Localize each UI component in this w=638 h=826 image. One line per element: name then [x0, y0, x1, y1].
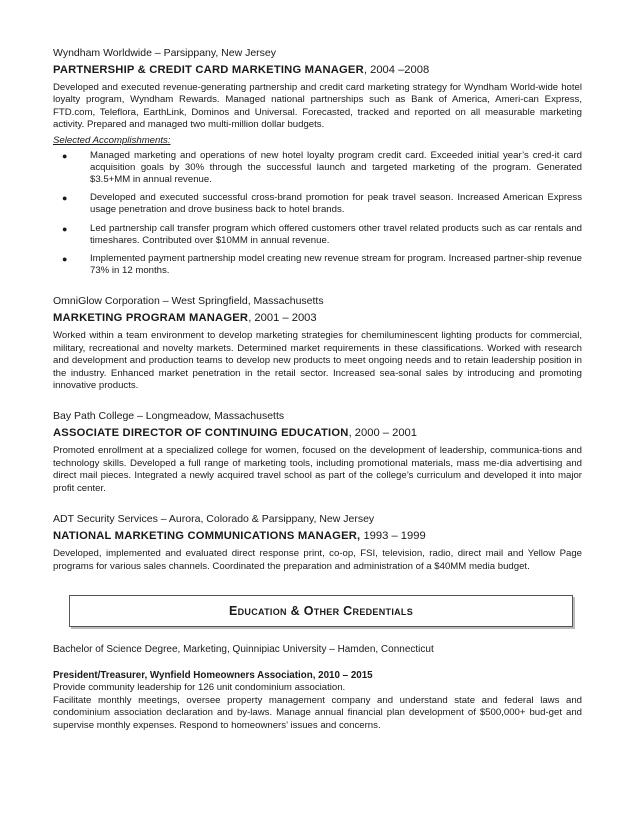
section-title: Education & Other Credentials	[228, 603, 414, 618]
job-title: NATIONAL MARKETING COMMUNICATIONS MANAGER,	[53, 530, 361, 543]
job-adt	[53, 512, 582, 573]
employer-line: ADT Security Services – Aurora, Colorado & Parsippany, New Jersey	[53, 513, 375, 526]
bullet-icon: ●	[62, 254, 68, 265]
employer-line: OmniGlow Corporation – West Springfield, Massachusetts	[53, 295, 324, 308]
employer-line: Bay Path College – Longmeadow, Massachusetts	[53, 410, 285, 423]
job-title-line	[53, 426, 582, 440]
accomplishments-list	[53, 150, 582, 278]
job-summary: Promoted enrollment at a specialized college for women, focused on the development of leadership, communica-tions and technology skills. Developed a full range of marketing tools, including promotional materials, mass me-dia advertising and direct mail pieces. Integrated a newly acquired travel school as part of the college’s curriculum and developed it into major profit center.	[53, 445, 582, 494]
job-dates: , 2001 – 2003	[248, 312, 317, 325]
list-item	[53, 223, 582, 247]
association-heading: President/Treasurer, Wynfield Homeowners Association, 2010 – 2015	[53, 669, 373, 681]
job-dates: , 2004 –2008	[363, 64, 430, 76]
job-title-line	[53, 63, 582, 77]
job-bay-path	[53, 409, 582, 495]
bullet-icon: ●	[62, 150, 68, 161]
job-title-line	[53, 311, 582, 325]
employer-line: Wyndham Worldwide – Parsippany, New Jersey	[53, 47, 277, 59]
job-title-line	[53, 529, 582, 543]
job-title: MARKETING PROGRAM MANAGER	[53, 312, 249, 325]
accomplishment-text: Developed and executed successful cross-brand promotion for peak travel season. Increased American Express usage penetration and drove business back to hotel brands.	[90, 192, 582, 216]
accomplishment-text: Implemented payment partnership model creating new revenue stream for program. Increased partner-ship revenue 73% in 12 months.	[90, 253, 582, 277]
list-item	[53, 150, 582, 187]
list-item	[53, 253, 582, 277]
degree-line: Bachelor of Science Degree, Marketing, Quinnipiac University – Hamden, Connecticut	[53, 643, 434, 655]
accomplishment-text: Managed marketing and operations of new hotel loyalty program credit card. Exceeded initial year’s cred-it card acquisition goals by 30% through the successful launch and targeted marketing of the program. Generated $3.5+MM in annual revenue.	[90, 149, 582, 186]
association-line: Provide community leadership for 126 unit condominium association.	[53, 682, 346, 694]
association-body: Facilitate monthly meetings, oversee property management company and understand state and federal laws and condominium association declaration and by-laws. Manage annual financial plan development of $500,000+ bud-get and supervise monthly expenses. Respond to homeowners’ issues and concerns.	[53, 694, 582, 731]
job-title: PARTNERSHIP & CREDIT CARD MARKETING MANAGER	[53, 64, 364, 76]
job-dates: 1993 – 1999	[360, 530, 426, 543]
job-summary: Developed and executed revenue-generating partnership and credit card marketing strategy for Wyndham World-wide hotel loyalty program, Wyndham Rewards. Managed national partnerships such as Bank of America, Ameri-can Express, FTD.com, Teleflora, EarthLink, Dominos and Universal. Forecasted, tracked and reported on all measurable marketing activity. Prepared and managed two multi-million dollar budgets.	[53, 82, 582, 131]
homeowners-association	[53, 670, 582, 732]
job-omniglow	[53, 294, 582, 392]
accomplishment-text: Led partnership call transfer program which offered customers other travel related products such as car rentals and timeshares. Contributed over $10MM in annual revenue.	[90, 222, 582, 246]
bullet-icon: ●	[62, 223, 68, 234]
job-wyndham	[53, 46, 582, 277]
list-item	[53, 192, 582, 216]
job-title: ASSOCIATE DIRECTOR OF CONTINUING EDUCATION	[53, 427, 349, 440]
job-summary: Developed, implemented and evaluated direct response print, co-op, FSI, television, radio, direct mail and Yellow Page programs for various sales channels. Coordinated the preparation and administration of a $40MM media budget.	[53, 548, 582, 572]
job-summary: Worked within a team environment to develop marketing strategies for chemiluminescent lighting products for commercial, military, recreational and novelty markets. Determined market requirements in these classifications. Worked with research and development and production teams to develop new products to meet ongoing needs and to retain leadership position in the industry. Enhanced market penetration in the retail sector. Increased sea-sonal sales by introducing and promoting innovative products.	[53, 330, 582, 392]
bullet-icon: ●	[62, 193, 68, 204]
accomplishments-label: Selected Accomplishments:	[53, 134, 171, 146]
education-heading-box	[69, 595, 573, 627]
job-dates: , 2000 – 2001	[348, 427, 417, 440]
